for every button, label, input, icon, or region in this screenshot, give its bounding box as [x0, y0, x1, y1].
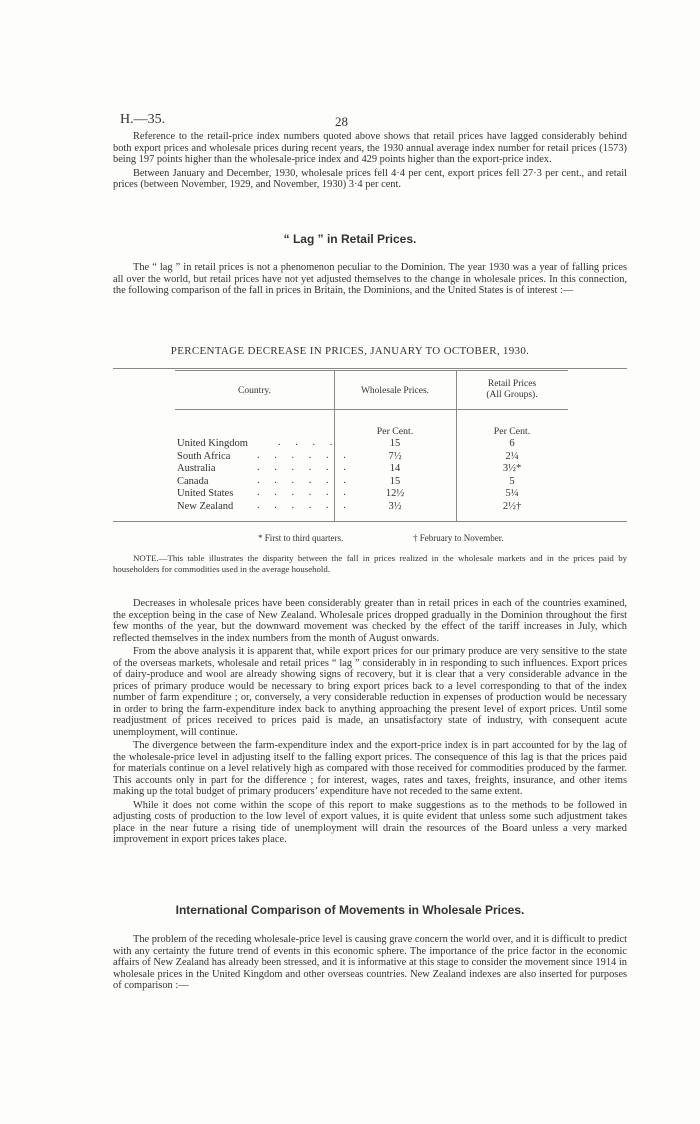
- unit-retail: Per Cent.: [493, 426, 531, 437]
- col-header-country: Country.: [238, 386, 271, 396]
- row-retail: 3½*: [502, 463, 522, 474]
- row-country: New Zealand: [177, 501, 234, 512]
- row-wholesale: 14: [389, 463, 401, 474]
- analysis-paragraph-1: Decreases in wholesale prices have been considerably greater than in retail prices in each of the countries examined, the exception being in the case of New Zealand. Wholesale prices dropped gradually in the Dominion throughout the first few months of the year, but the downward movement was checked by the effect of the tariff increases in July, which reflected themselves in the index numbers from the month of August onwards.: [113, 598, 627, 644]
- col-header-retail: Retail Prices (All Groups).: [486, 379, 538, 400]
- footnote-first-third: * First to third quarters.: [258, 533, 344, 543]
- footnote-feb-nov: † February to November.: [413, 533, 504, 543]
- table-header-rule: [175, 409, 568, 410]
- row-leader-dots: . . . . . .: [257, 450, 352, 461]
- row-country: Australia: [177, 463, 216, 474]
- intro-section: [113, 131, 627, 193]
- row-leader-dots: . . . . . .: [257, 487, 352, 498]
- table-bottom-rule: [113, 521, 627, 522]
- row-wholesale: 15: [389, 476, 401, 487]
- table-title: PERCENTAGE DECREASE IN PRICES, JANUARY TO OCTOBER, 1930.: [170, 345, 530, 357]
- table-top-rule-2: [175, 370, 568, 371]
- lag-intro: [113, 262, 627, 299]
- page-number: 28: [335, 114, 348, 129]
- unit-wholesale: Per Cent.: [376, 426, 414, 437]
- row-wholesale: 7½: [388, 451, 402, 462]
- page-reference: H.—35.: [120, 112, 166, 127]
- intro-paragraph-2: Between January and December, 1930, wholesale prices fell 4·4 per cent, export prices fell 27·3 per cent., and retail prices (between November, 1929, and November, 1930) 3·4 per cent.: [113, 167, 627, 190]
- analysis-paragraph-4: While it does not come within the scope of this report to make suggestions as to the methods to be followed in adjusting costs of production to the low level of export values, it is quite evident that unless some such adjustment takes place in the near future a rising tide of unemployment will drain the resources of the Board unless a very marked improvement in export prices takes place.: [113, 799, 627, 845]
- analysis-paragraph-2: From the above analysis it is apparent that, while export prices for our primary produce are very sensitive to the state of the overseas markets, wholesale and retail prices “ lag ” considerably in in responding to such influences. Export prices of dairy-produce and wool are already showing signs of recovery, but it is clear that a very considerable advance in the prices of primary produce would be necessary to bring export prices back to a level corresponding to that of the index number of farm expenditure ; or, conversely, a very considerable reduction in expenses of production would be necessary in order to bring the farm-expenditure index back to anything approaching the present level of export prices. Until some readjustment of prices received to prices paid is made, an unsatisfactory state of industry, with consequent acute unemployment, will continue.: [113, 646, 627, 738]
- row-country: United States: [177, 488, 234, 499]
- table-note: NOTE.—This table illustrates the disparity between the fall in prices realized in the wholesale markets and in the prices paid by householders for commodities used in the average household.: [113, 553, 627, 574]
- row-retail: 2½†: [502, 501, 522, 512]
- row-retail: 5¼: [505, 488, 519, 499]
- row-wholesale: 15: [389, 438, 401, 449]
- table-top-rule: [113, 368, 627, 369]
- lag-paragraph: The “ lag ” in retail prices is not a phenomenon peculiar to the Dominion. The year 1930 was a year of falling prices all over the world, but retail prices have not yet adjusted themselves to the change in wholesale prices. In this connection, the following comparison of the fall in prices in Britain, the Dominions, and the United States is of interest :—: [113, 262, 627, 296]
- row-wholesale: 12½: [385, 488, 405, 499]
- row-country: United Kingdom: [177, 438, 248, 449]
- row-leader-dots: . . . .: [278, 437, 339, 448]
- intro-paragraph-1: Reference to the retail-price index numbers quoted above shows that retail prices have lagged considerably behind both export prices and wholesale prices during recent years, the 1930 annual average index number for retail prices (1573) being 197 points higher than the wholesale-price index and 429 points higher than the export-price index.: [113, 131, 627, 165]
- international-intro: [113, 934, 627, 994]
- row-leader-dots: . . . . . .: [257, 500, 352, 511]
- col-header-wholesale: Wholesale Prices.: [360, 386, 430, 396]
- row-country: Canada: [177, 476, 209, 487]
- analysis-paragraph-3: The divergence between the farm-expenditure index and the export-price index is in part accounted for by the lag of the wholesale-price level in adjusting itself to the falling export prices. The consequence of this lag is that the prices paid for materials continue on a level relatively high as compared with those received for commodities produced by the farmer. This accounts only in part for the difference ; for interest, wages, rates and taxes, freights, insurance, and other items making up the total budget of primary producers’ expenditure have not receded to the same extent.: [113, 740, 627, 797]
- section-heading-lag: “ Lag ” in Retail Prices.: [283, 232, 417, 246]
- analysis-section: [113, 598, 627, 848]
- row-retail: 2¼: [505, 451, 519, 462]
- row-retail: 6: [509, 438, 515, 449]
- row-country: South Africa: [177, 451, 231, 462]
- row-wholesale: 3½: [388, 501, 402, 512]
- row-leader-dots: . . . . . .: [257, 475, 352, 486]
- row-leader-dots: . . . . . .: [257, 462, 352, 473]
- row-retail: 5: [509, 476, 515, 487]
- section-heading-international: International Comparison of Movements in Wholesale Prices.: [175, 903, 525, 917]
- international-paragraph: The problem of the receding wholesale-price level is causing grave concern the world over, and it is difficult to predict with any certainty the future trend of events in this economic sphere. The importance of the price factor in the economic affairs of New Zealand has already been stressed, and it is informative at this stage to consider the movement since 1914 in wholesale prices in the United Kingdom and other overseas countries. New Zealand indexes are also inserted for purposes of comparison :—: [113, 934, 627, 991]
